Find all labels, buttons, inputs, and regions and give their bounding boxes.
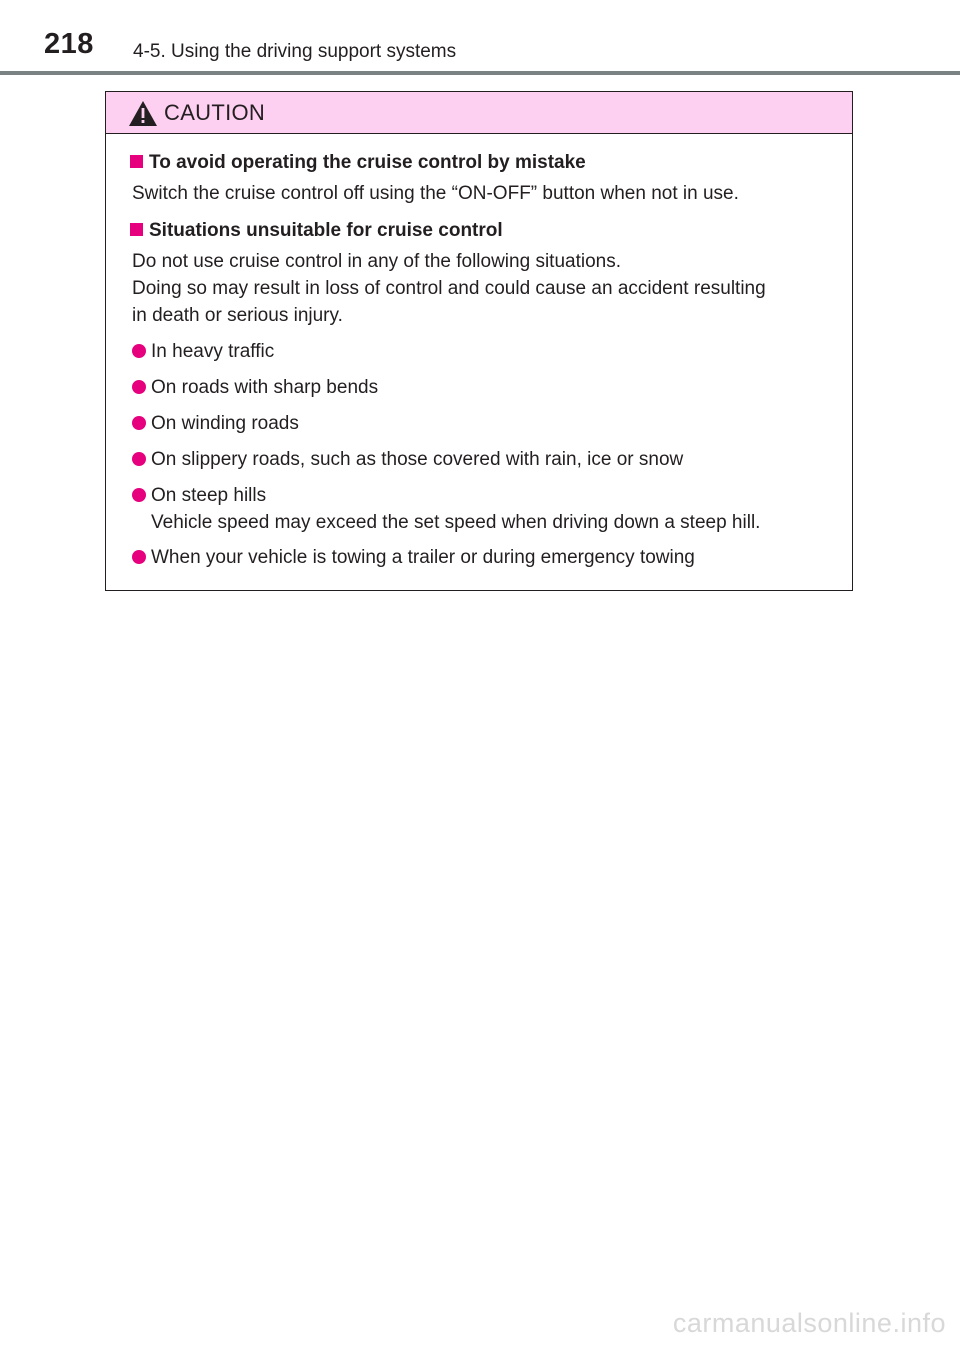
round-bullet-icon xyxy=(132,416,146,430)
list-item-detail: Vehicle speed may exceed the set speed when driving down a steep hill. xyxy=(151,512,761,533)
section-text-line: in death or serious injury. xyxy=(132,305,343,326)
list-item: On winding roads xyxy=(132,410,299,437)
round-bullet-icon xyxy=(132,344,146,358)
page-header xyxy=(0,0,960,76)
section-text-line: Do not use cruise control in any of the following situations. xyxy=(132,251,621,272)
list-item: On steep hills xyxy=(132,482,266,509)
round-bullet-icon xyxy=(132,380,146,394)
round-bullet-icon xyxy=(132,452,146,466)
list-item: When your vehicle is towing a trailer or during emergency towing xyxy=(132,544,695,571)
square-bullet-icon xyxy=(130,223,143,236)
watermark: carmanualsonline.info xyxy=(672,1308,946,1338)
list-item: In heavy traffic xyxy=(132,338,274,365)
caution-title: CAUTION xyxy=(164,100,266,125)
round-bullet-icon xyxy=(132,488,146,502)
section-text: Switch the cruise control off using the “ON-OFF” button when not in use. xyxy=(132,183,739,204)
square-bullet-icon xyxy=(130,155,143,168)
section-heading: Situations unsuitable for cruise control xyxy=(130,218,503,244)
section-heading: To avoid operating the cruise control by mistake xyxy=(130,150,586,176)
header-divider xyxy=(0,71,960,75)
round-bullet-icon xyxy=(132,550,146,564)
list-item: On slippery roads, such as those covered with rain, ice or snow xyxy=(132,446,683,473)
section-title: 4-5. Using the driving support systems xyxy=(133,41,457,62)
caution-header xyxy=(106,92,852,134)
caution-box xyxy=(105,91,853,591)
page-number: 218 xyxy=(44,28,94,60)
section-text-line: Doing so may result in loss of control and could cause an accident resulting xyxy=(132,278,766,299)
list-item: On roads with sharp bends xyxy=(132,374,378,401)
warning-triangle-icon xyxy=(128,100,158,127)
